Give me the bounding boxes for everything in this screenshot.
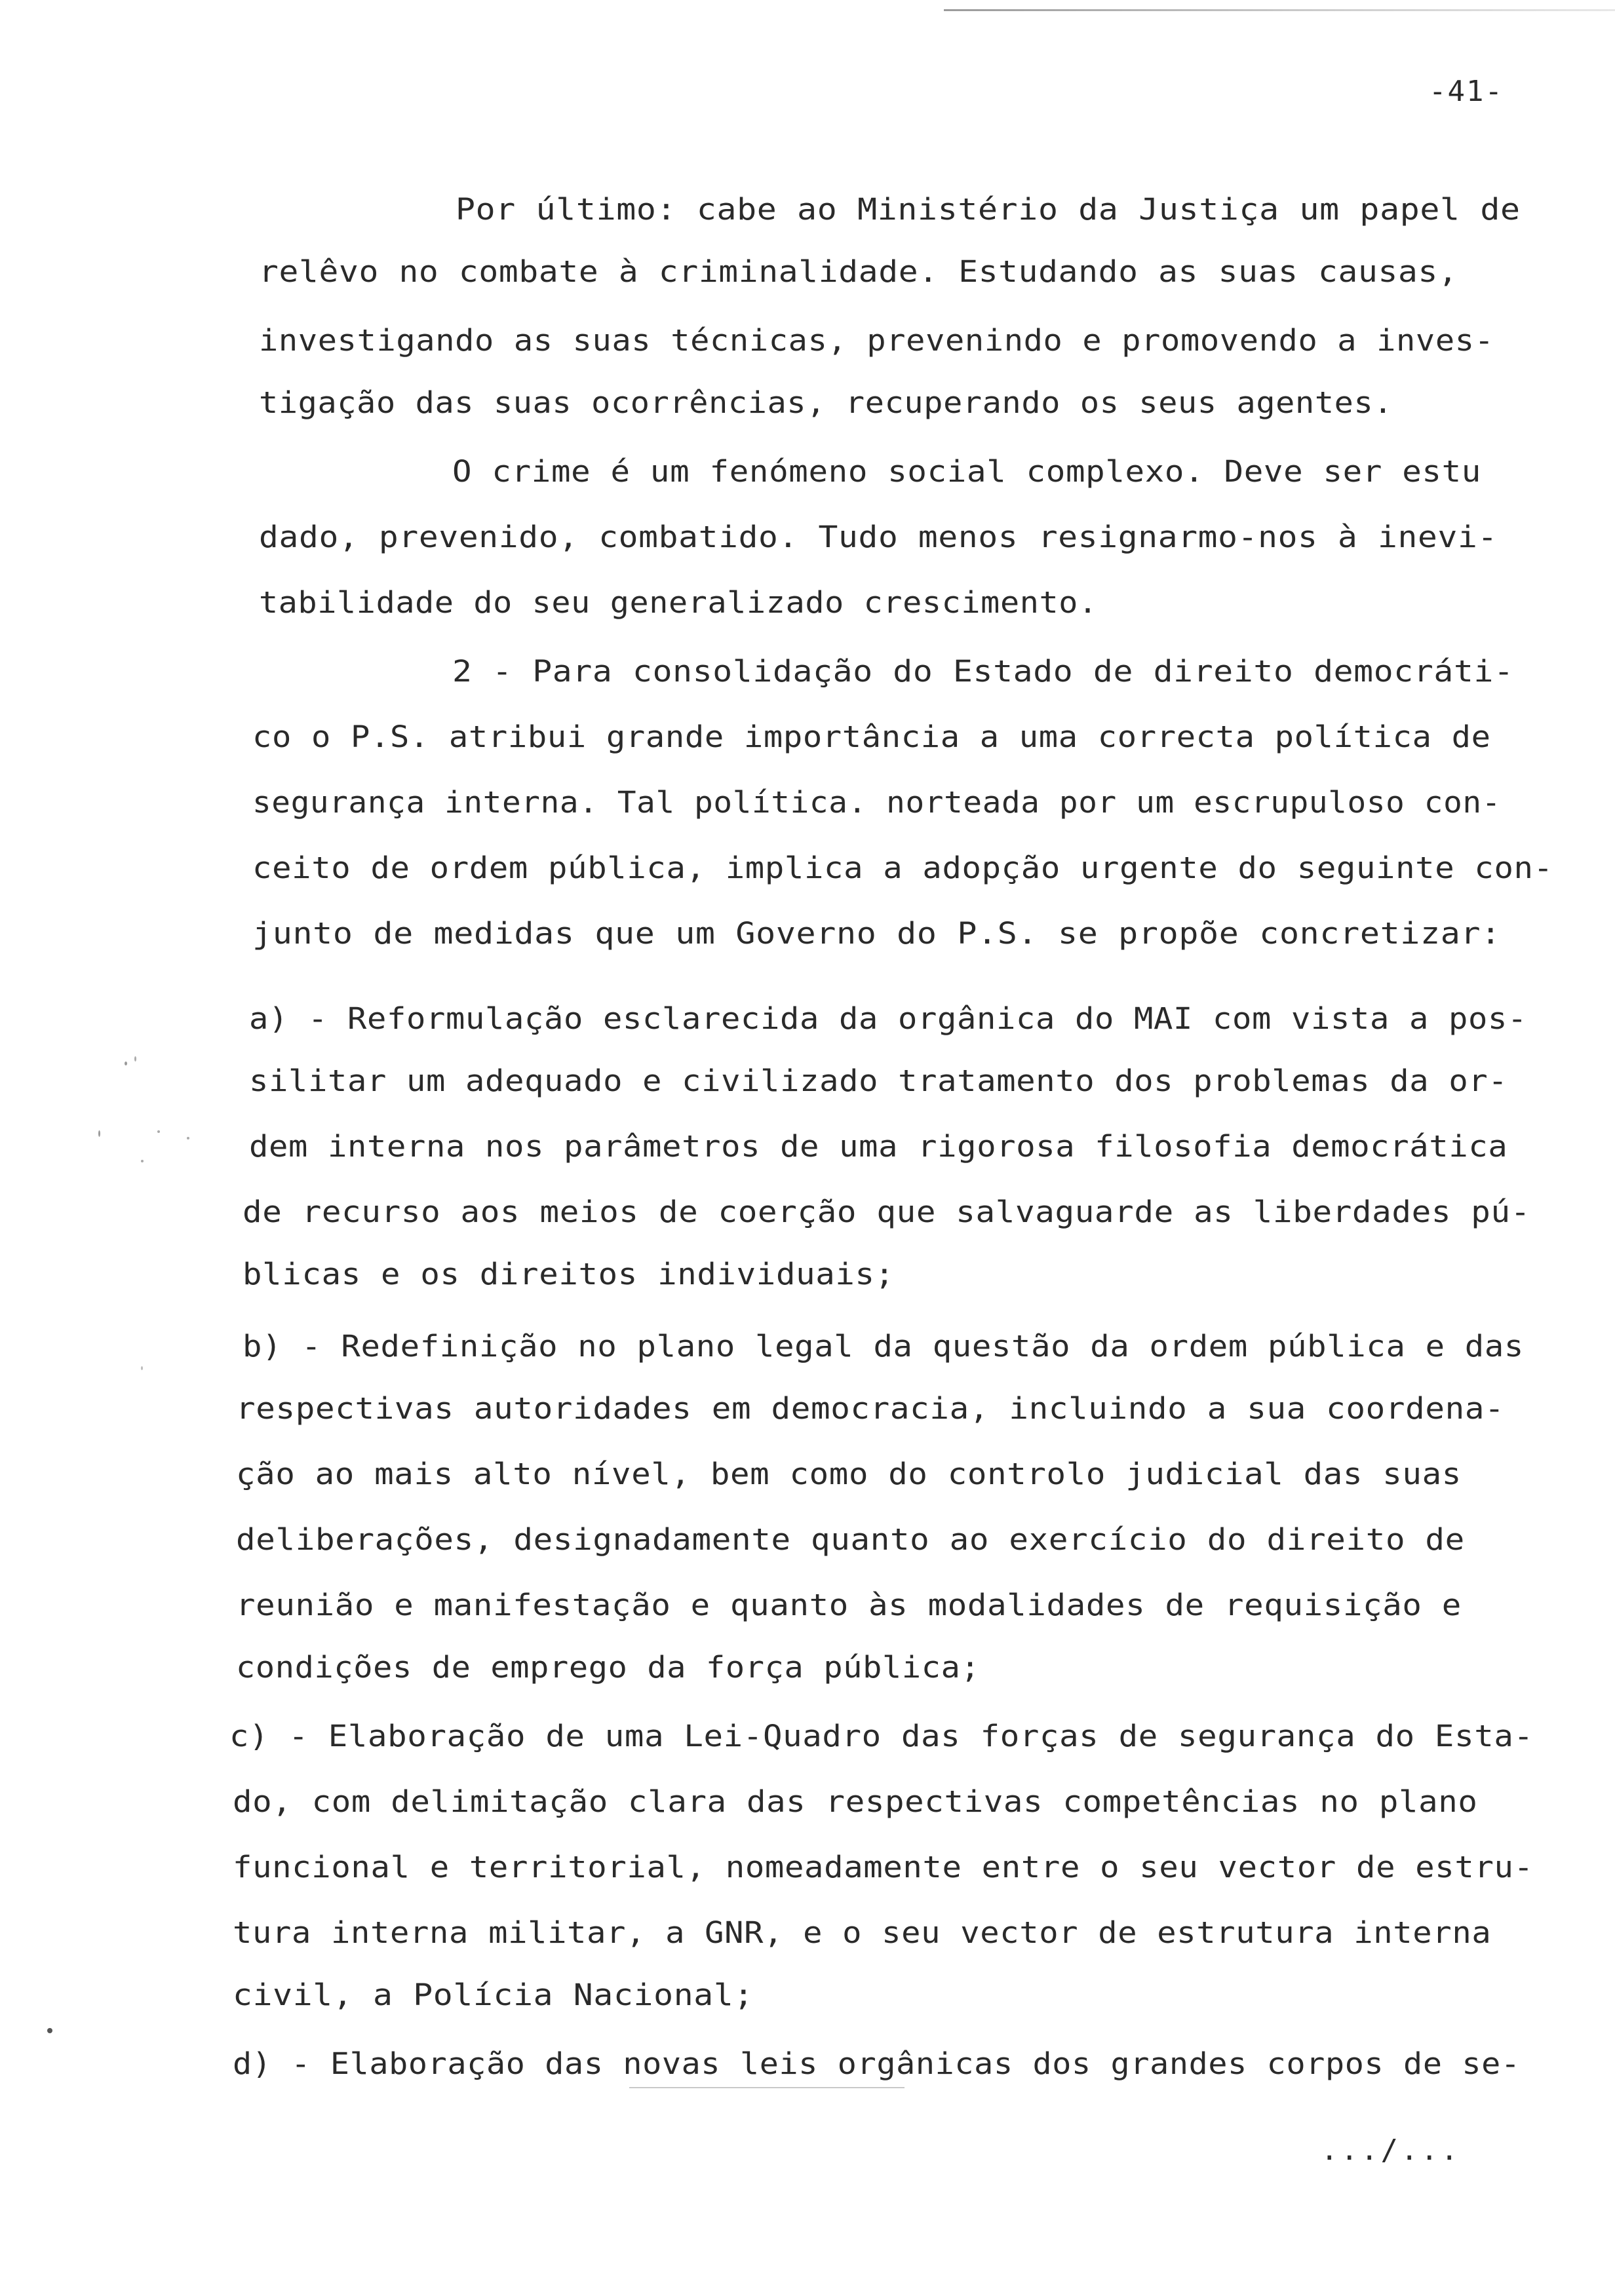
text-line: b) - Redefinição no plano legal da questão da ordem pública e das: [243, 1329, 1524, 1364]
scan-speck: [47, 2028, 52, 2033]
continuation-mark: .../...: [1321, 2133, 1461, 2167]
text-line: reunião e manifestação e quanto às modalidades de requisição e: [236, 1588, 1462, 1622]
text-line: c) - Elaboração de uma Lei-Quadro das forças de segurança do Esta-: [229, 1719, 1534, 1753]
text-line: condições de emprego da força pública;: [236, 1650, 981, 1685]
text-line: ção ao mais alto nível, bem como do controlo judicial das suas: [236, 1457, 1462, 1491]
text-line: relêvo no combate à criminalidade. Estudando as suas causas,: [259, 254, 1458, 289]
text-line: respectivas autoridades em democracia, incluindo a sua coordena-: [236, 1391, 1505, 1426]
text-line: do, com delimitação clara das respectivas competências no plano: [233, 1784, 1478, 1819]
text-line: civil, a Polícia Nacional;: [233, 1978, 754, 2012]
text-line: segurança interna. Tal política. norteada por um escrupuloso con-: [252, 785, 1501, 820]
scan-speck: [98, 1130, 100, 1137]
scan-speck: [157, 1130, 160, 1133]
text-line: O crime é um fenómeno social complexo. Deve ser estu: [452, 454, 1481, 489]
text-line: a) - Reformulação esclarecida da orgânica do MAI com vista a pos-: [249, 1001, 1527, 1036]
scan-speck: [125, 1062, 127, 1065]
text-line: dado, prevenido, combatido. Tudo menos resignarmo-nos à inevi-: [259, 520, 1498, 554]
text-line: blicas e os direitos individuais;: [243, 1257, 895, 1292]
text-line: funcional e territorial, nomeadamente entre o seu vector de estru-: [233, 1850, 1534, 1885]
top-scan-rule: [944, 9, 1615, 11]
text-line: 2 - Para consolidação do Estado de direito democráti-: [452, 654, 1514, 689]
scan-speck: [141, 1366, 143, 1370]
text-line: dem interna nos parâmetros de uma rigorosa filosofia democrática: [249, 1129, 1508, 1164]
scan-smudge: [629, 2087, 905, 2088]
scan-speck: [141, 1160, 144, 1162]
text-line: investigando as suas técnicas, prevenindo e promovendo a inves-: [259, 323, 1494, 358]
text-line: Por último: cabe ao Ministério da Justiça um papel de: [456, 192, 1521, 227]
text-line: co o P.S. atribui grande importância a uma correcta política de: [252, 719, 1491, 754]
text-line: de recurso aos meios de coerção que salvaguarde as liberdades pú-: [243, 1195, 1530, 1229]
text-line: ceito de ordem pública, implica a adopção urgente do seguinte con-: [252, 851, 1553, 885]
text-line: tura interna militar, a GNR, e o seu vector de estrutura interna: [233, 1915, 1492, 1950]
text-line: junto de medidas que um Governo do P.S. se propõe concretizar:: [252, 916, 1501, 951]
text-line: tigação das suas ocorrências, recuperando os seus agentes.: [259, 385, 1393, 420]
text-line: silitar um adequado e civilizado tratamento dos problemas da or-: [249, 1063, 1508, 1098]
page-number: -41-: [1429, 75, 1504, 108]
scan-speck: [187, 1137, 189, 1139]
text-line: d) - Elaboração das novas leis orgânicas dos grandes corpos de se-: [233, 2046, 1521, 2081]
text-line: deliberações, designadamente quanto ao exercício do direito de: [236, 1522, 1465, 1557]
scan-speck: [134, 1056, 136, 1062]
text-line: tabilidade do seu generalizado crescimento.: [259, 585, 1098, 620]
